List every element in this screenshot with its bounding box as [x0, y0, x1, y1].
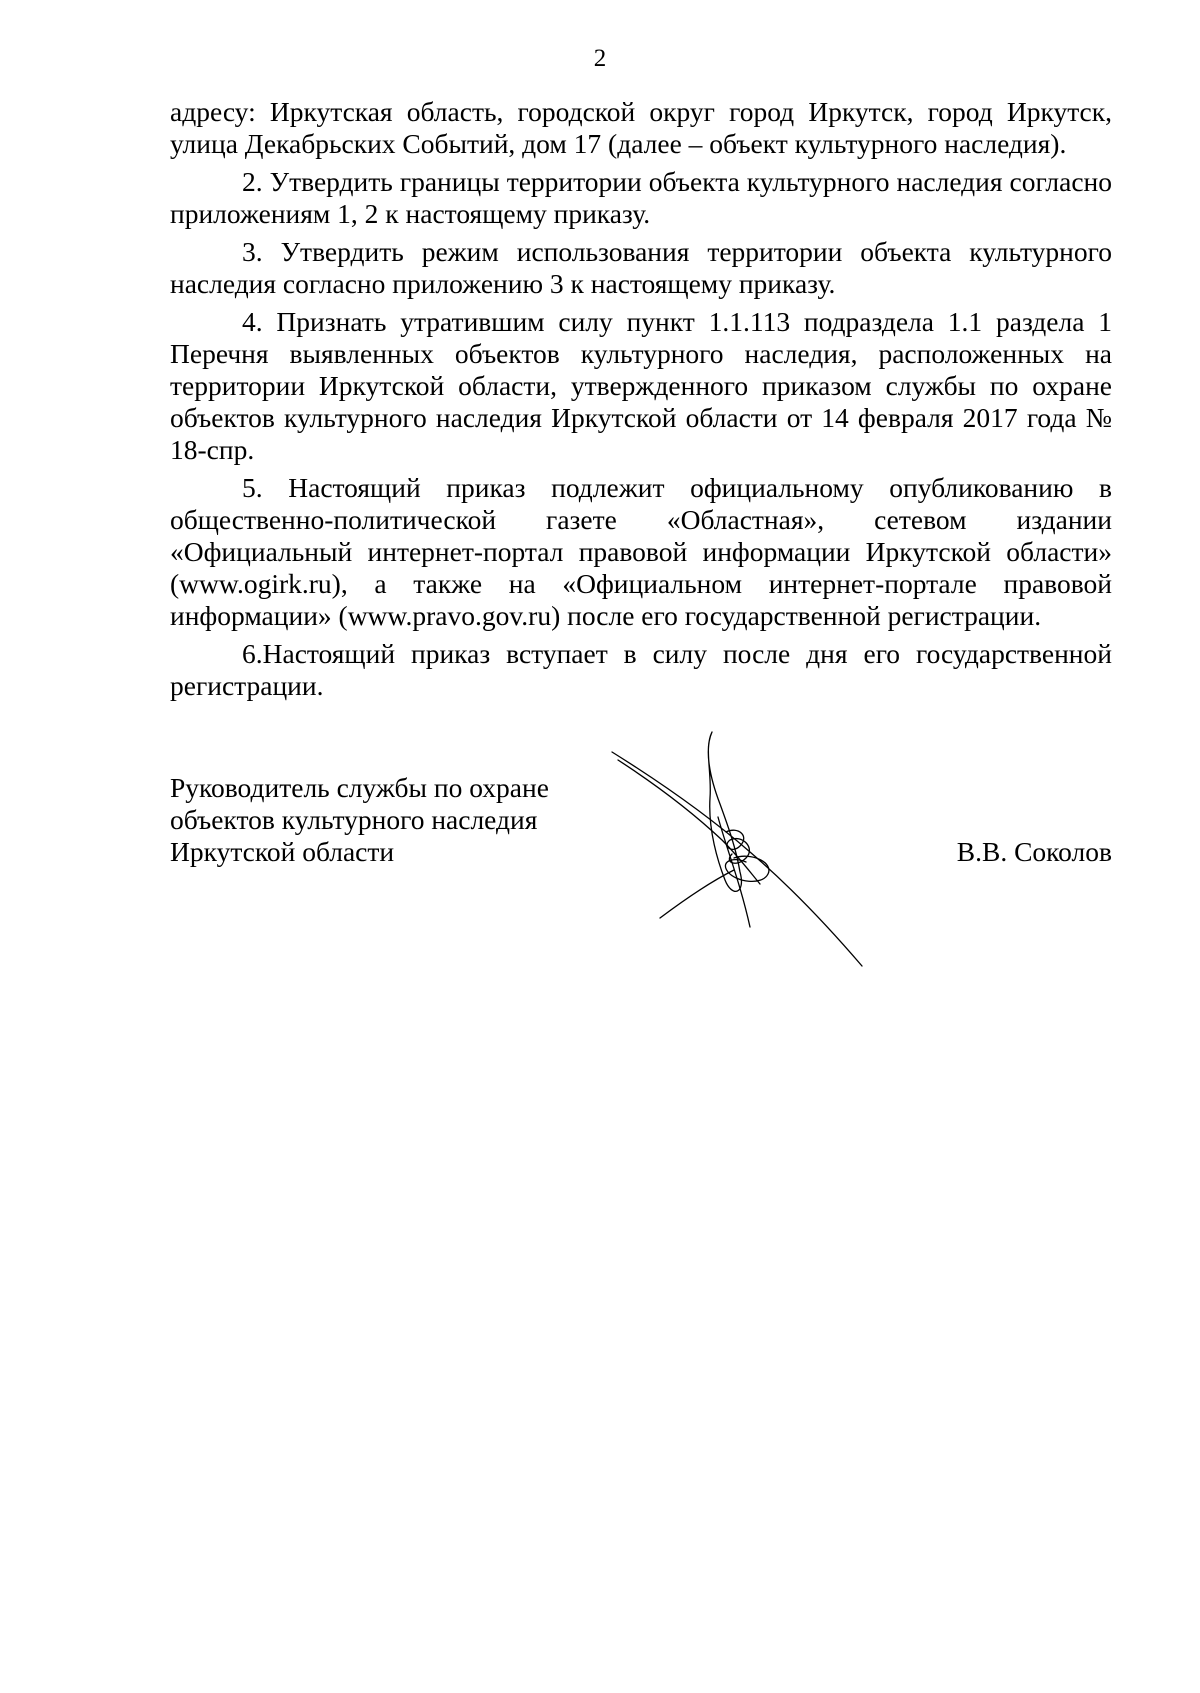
paragraph-item-2: 2. Утвердить границы территории объекта культурного наследия согласно приложениям 1, 2 к настоящему приказу. — [170, 166, 1112, 229]
signatory-position-line-1: Руководитель службы по охране — [170, 772, 549, 803]
handwritten-signature — [600, 722, 890, 972]
paragraph-address-continuation: адресу: Иркутская область, городской округ город Иркутск, город Иркутск, улица Декабрьских Событий, дом 17 (далее – объект культурного наследия). — [170, 96, 1112, 159]
signatory-position-line-2: объектов культурного наследия — [170, 804, 538, 835]
paragraph-item-5: 5. Настоящий приказ подлежит официальному опубликованию в общественно-политической газете «Областная», сетевом издании «Официальный интернет-портал правовой информации Иркутской области» (www.ogirk.ru), а также на «Официальном интернет-портале правовой информации» (www.pravo.gov.ru) после его государственной регистрации. — [170, 472, 1112, 631]
paragraph-item-6: 6.Настоящий приказ вступает в силу после дня его государственной регистрации. — [170, 638, 1112, 701]
paragraph-item-3: 3. Утвердить режим использования территории объекта культурного наследия согласно приложению 3 к настоящему приказу. — [170, 236, 1112, 299]
paragraph-item-4: 4. Признать утратившим силу пункт 1.1.113 подраздела 1.1 раздела 1 Перечня выявленных объектов культурного наследия, расположенных на территории Иркутской области, утвержденного приказом службы по охране объектов культурного наследия Иркутской области от 14 февраля 2017 года № 18-спр. — [170, 306, 1112, 465]
signatory-position — [170, 772, 549, 868]
document-body — [170, 96, 1112, 708]
page-number: 2 — [593, 45, 607, 72]
signatory-position-line-3: Иркутской области — [170, 836, 395, 867]
signer-name: В.В. Соколов — [956, 836, 1112, 867]
